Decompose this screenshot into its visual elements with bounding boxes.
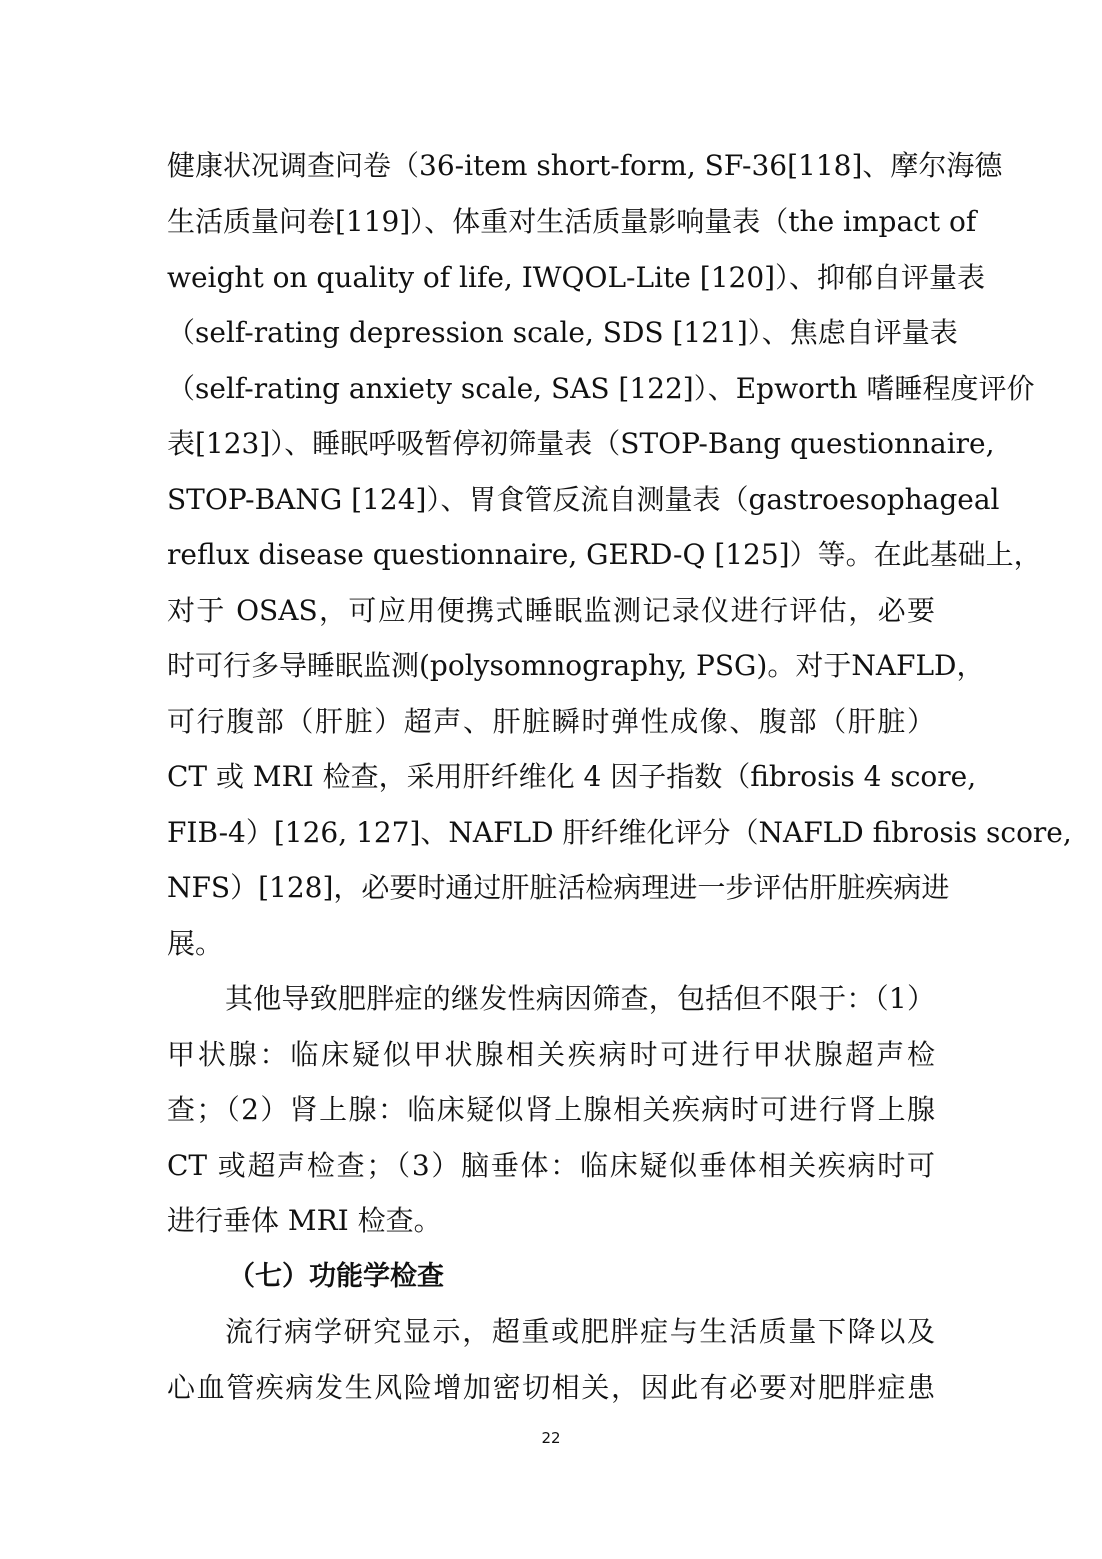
text-line: 甲状腺：临床疑似甲状腺相关疾病时可进行甲状腺超声检 bbox=[167, 1038, 935, 1071]
text-line: 时可行多导睡眠监测(polysomnography, PSG)。对于NAFLD， bbox=[167, 649, 985, 682]
text-line: weight on quality of life, IWQOL-Lite [120]）、抑郁自评量表 bbox=[167, 261, 986, 294]
text-line: 进行垂体 MRI 检查。 bbox=[167, 1204, 442, 1237]
text-line: （self-rating anxiety scale, SAS [122]）、Epworth 嗜睡程度评价 bbox=[167, 372, 1035, 405]
text-line: 可行腹部（肝脏）超声、肝脏瞬时弹性成像、腹部（肝脏） bbox=[167, 705, 935, 738]
text-line: reflux disease questionnaire, GERD-Q [125]）等。在此基础上， bbox=[167, 538, 1042, 571]
text-line: 生活质量问卷[119]）、体重对生活质量影响量表（the impact of bbox=[167, 205, 977, 238]
text-line: 健康状况调查问卷（36-item short-form, SF-36[118]、摩尔海德 bbox=[167, 149, 1003, 182]
text-line: CT 或超声检查；（3）脑垂体：临床疑似垂体相关疾病时可 bbox=[167, 1149, 935, 1182]
text-line: （self-rating depression scale, SDS [121]）、焦虑自评量表 bbox=[167, 316, 958, 349]
text-line: 对于 OSAS，可应用便携式睡眠监测记录仪进行评估，必要 bbox=[167, 594, 935, 627]
text-line: NFS）[128]，必要时通过肝脏活检病理进一步评估肝脏疾病进 bbox=[167, 871, 950, 904]
text-line: STOP-BANG [124]）、胃食管反流自测量表（gastroesophageal bbox=[167, 483, 1000, 516]
text-line: 展。 bbox=[167, 927, 224, 960]
text-line: 其他导致肥胖症的继发性病因筛查，包括但不限于：（1） bbox=[225, 982, 935, 1015]
text-line: FIB-4）[126, 127]、NAFLD 肝纤维化评分（NAFLD fibrosis score, bbox=[167, 816, 1072, 849]
section-heading: （七）功能学检查 bbox=[228, 1261, 444, 1292]
text-line: 查；（2）肾上腺：临床疑似肾上腺相关疾病时可进行肾上腺 bbox=[167, 1093, 935, 1126]
text-line: CT 或 MRI 检查，采用肝纤维化 4 因子指数（fibrosis 4 score, bbox=[167, 760, 977, 793]
page-number: 22 bbox=[541, 1429, 561, 1447]
text-line: 表[123]）、睡眠呼吸暂停初筛量表（STOP-Bang questionnaire, bbox=[167, 427, 995, 460]
text-line: 流行病学研究显示，超重或肥胖症与生活质量下降以及 bbox=[225, 1315, 935, 1348]
text-line: 心血管疾病发生风险增加密切相关，因此有必要对肥胖症患 bbox=[167, 1371, 935, 1404]
